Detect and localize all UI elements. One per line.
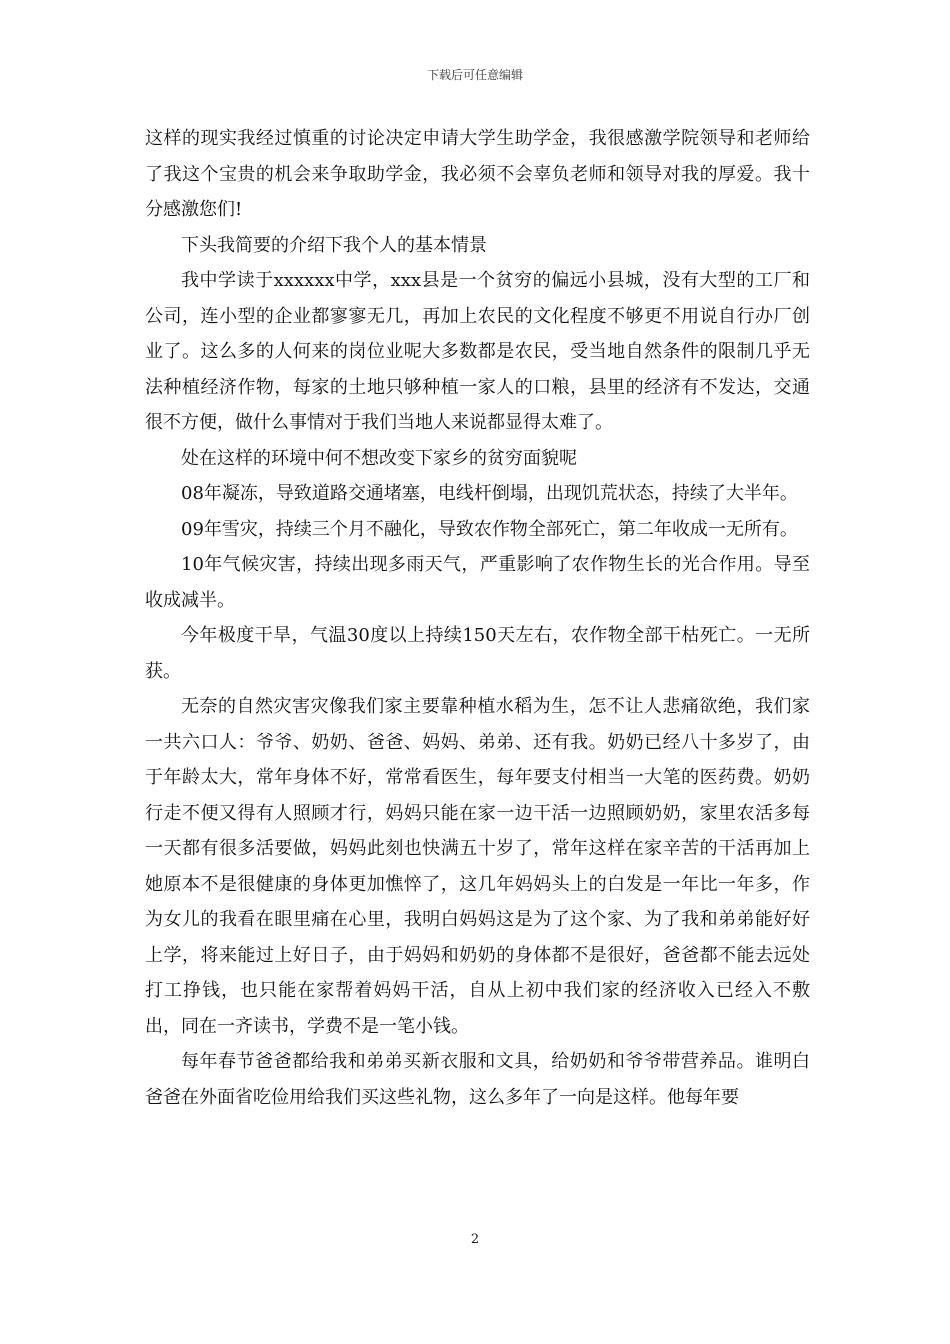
document-body (145, 121, 810, 1115)
paragraph-6: 09年雪灾，持续三个月不融化，导致农作物全部死亡，第二年收成一无所有。 (181, 518, 798, 540)
paragraph-3: 我中学读于xxxxxx中学，xxx县是一个贫穷的偏远小县城，没有大型的工厂和公司，连小型的企业都寥寥无几，再加上农民的文化程度不够更不用说自行办厂创业了。这么多的人何来的岗位业呢大多数都是农民，受当地自然条件的限制几乎无法种植经济作物，每家的土地只够种植一家人的口粮，县里的经济有不发达，交通很不方便，做什么事情对于我们当地人来说都显得太难了。 (145, 270, 810, 433)
paragraph-4: 处在这样的环境中何不想改变下家乡的贫穷面貌呢 (181, 447, 577, 469)
paragraph-8: 今年极度干旱，气温30度以上持续150天左右，农作物全部干枯死亡。一无所获。 (145, 625, 810, 682)
paragraph-7: 10年气候灾害，持续出现多雨天气，严重影响了农作物生长的光合作用。导至收成减半。 (145, 554, 810, 611)
paragraph-5: 08年凝冻，导致道路交通堵塞，电线杆倒塌，出现饥荒状态，持续了大半年。 (181, 483, 798, 504)
paragraph-1: 这样的现实我经过慎重的讨论决定申请大学生助学金，我很感激学院领导和老师给了我这个宝贵的机会来争取助学金，我必须不会辜负老师和领导对我的厚爱。我十分感激您们! (145, 128, 810, 220)
page-number: 2 (470, 1232, 480, 1247)
paragraph-9: 无奈的自然灾害灾像我们家主要靠种植水稻为生，怎不让人悲痛欲绝，我们家一共六口人：爷爷、奶奶、爸爸、妈妈、弟弟、还有我。奶奶已经八十多岁了，由于年龄太大，常年身体不好，常常看医生，每年要支付相当一大笔的医药费。奶奶行走不便又得有人照顾才行，妈妈只能在家一边干活一边照顾奶奶，家里农活多每一天都有很多活要做，妈妈此刻也快满五十岁了，常年这样在家辛苦的干活再加上她原本不是很健康的身体更加憔悴了，这几年妈妈头上的白发是一年比一年多，作为女儿的我看在眼里痛在心里，我明白妈妈这是为了这个家、为了我和弟弟能好好上学，将来能过上好日子，由于妈妈和奶奶的身体都不是很好，爸爸都不能去远处打工挣钱，也只能在家帮着妈妈干活，自从上初中我们家的经济收入已经入不敷出，同在一齐读书，学费不是一笔小钱。 (145, 696, 810, 1037)
paragraph-2: 下头我简要的介绍下我个人的基本情景 (181, 234, 487, 256)
page-header: 下载后可任意编辑 (426, 68, 523, 82)
paragraph-10: 每年春节爸爸都给我和弟弟买新衣服和文具，给奶奶和爷爷带营养品。谁明白爸爸在外面省吃俭用给我们买这些礼物，这么多年了一向是这样。他每年要 (145, 1051, 810, 1108)
